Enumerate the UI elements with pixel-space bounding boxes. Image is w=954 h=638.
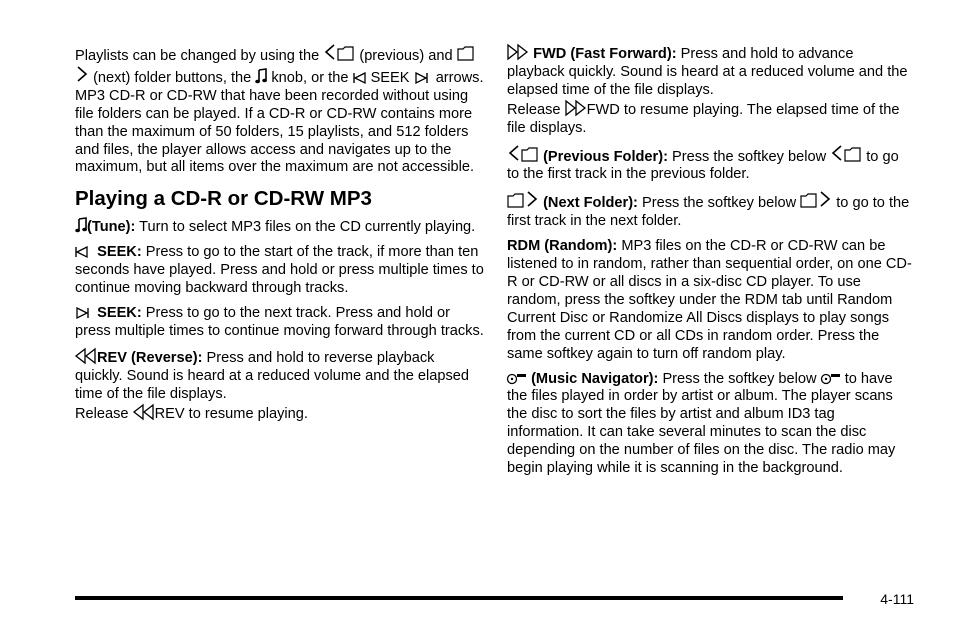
seek-back-icon — [353, 72, 367, 84]
chevron-right-icon — [525, 191, 539, 209]
page-number: 4-111 — [880, 591, 914, 607]
rewind-icon — [133, 404, 155, 420]
fast-forward-icon — [507, 44, 529, 60]
random-paragraph: RDM (Random): MP3 files on the CD-R or CD-RW can be listened to in random, rather than sequential order, on one CD-R or CD-RW or all discs in a six-disc CD player. To use random, press the softkey under the RDM tab until Random Current Disc or Randomize All Discs displays to play songs from the current CD or all CDs in random order. Press the same softkey again to turn off random play. — [507, 238, 912, 362]
intro-paragraph: Playlists can be changed by using the (previous) and (next) folder buttons, the knob, or the SEEK arrows. MP3 CD-R or CD-RW that have been recorded without using file folders can be played. If a CD-R or CD-RW contains more than the maximum of 50 folders, 15 playlists, and 512 folders and files, the player allows access and navigates up to the maximum, but all items over the maximum are not accessible. — [75, 44, 485, 177]
seek-back-paragraph: SEEK: Press to go to the start of the track, if more than ten seconds have played. Press and hold or press multiple times to continue moving backward through tracks. — [75, 244, 484, 297]
fwd-paragraph: FWD (Fast Forward): Press and hold to advance playback quickly. Sound is heard at a reduced volume and the elapsed time of the file displays. Release FWD to resume playing. The elapsed time of the file displays. — [507, 46, 908, 136]
chevron-left-icon — [830, 145, 844, 163]
seek-forward-paragraph: SEEK: Press to go to the next track. Press and hold or press multiple times to continue moving forward through tracks. — [75, 304, 484, 339]
seek-back-icon — [75, 246, 89, 258]
folder-icon — [521, 147, 539, 163]
music-navigator-icon — [507, 371, 527, 385]
music-note-icon — [255, 68, 267, 84]
seek-forward-icon — [414, 72, 428, 84]
chevron-left-icon — [323, 44, 337, 62]
next-folder-paragraph: (Next Folder): Press the softkey below to go to the first track in the next folder. — [507, 191, 912, 231]
folder-icon — [800, 193, 818, 209]
music-navigator-paragraph: (Music Navigator): Press the softkey below to have the files played in order by artist or album. The player scans the disc to sort the files by artist and album ID3 tag information. It can take several minutes to scan the disc depending on the number of files on the disc. The radio may begin playing while it is scanning in the background. — [507, 370, 896, 477]
left-column — [75, 44, 485, 430]
folder-icon — [337, 46, 355, 62]
folder-icon — [457, 46, 475, 62]
chevron-right-icon — [75, 66, 89, 84]
seek-forward-icon — [75, 307, 89, 319]
chevron-left-icon — [507, 145, 521, 163]
rewind-icon — [75, 348, 97, 364]
folder-icon — [844, 147, 862, 163]
previous-folder-paragraph: (Previous Folder): Press the softkey below to go to the first track in the previous folder. — [507, 145, 912, 185]
footer-rule — [75, 596, 843, 600]
chevron-right-icon — [818, 191, 832, 209]
music-navigator-icon — [821, 371, 841, 385]
music-note-icon — [75, 217, 87, 233]
folder-icon — [507, 193, 525, 209]
rev-paragraph: REV (Reverse): Press and hold to reverse playback quickly. Sound is heard at a reduced volume and the elapsed time of the file displays. Release REV to resume playing. — [75, 349, 470, 422]
right-column — [507, 44, 912, 485]
tune-paragraph: (Tune): Turn to select MP3 files on the CD currently playing. — [75, 217, 485, 237]
fast-forward-icon — [565, 100, 587, 116]
section-heading: Playing a CD-R or CD-RW MP3 — [75, 187, 372, 211]
